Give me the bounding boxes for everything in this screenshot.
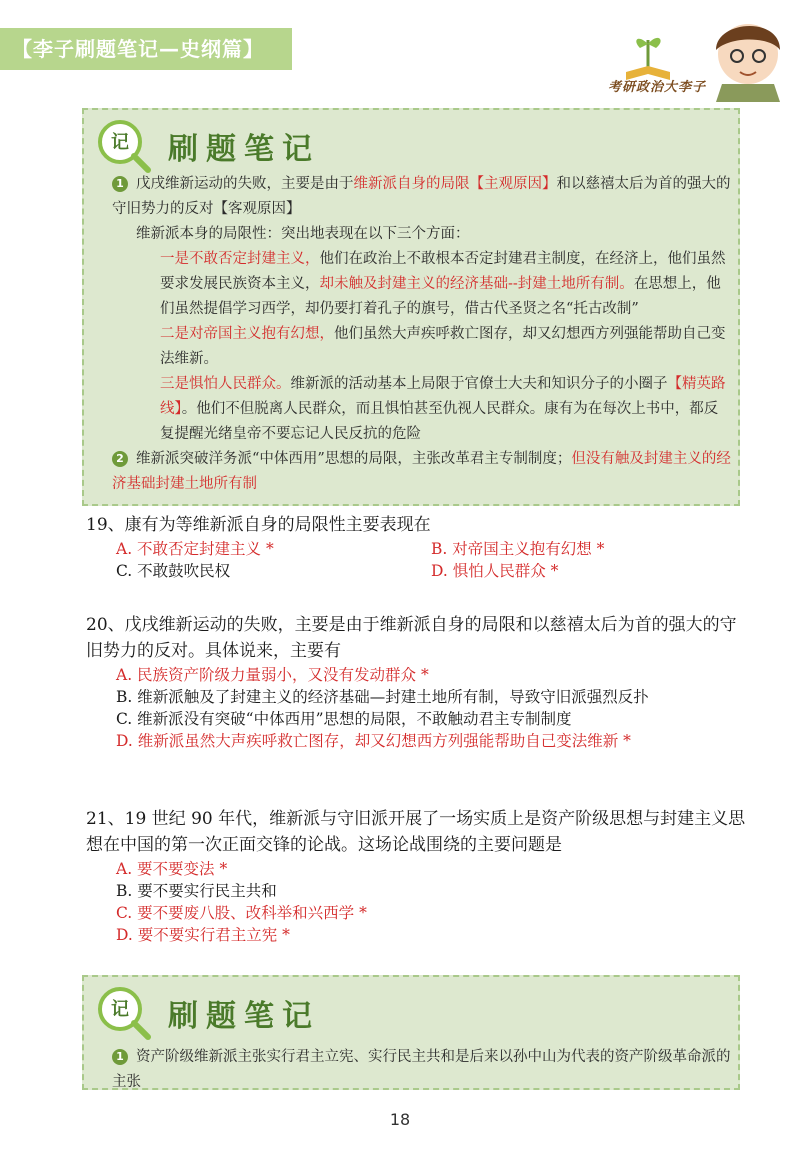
question-title: 20、戊戌维新运动的失败，主要是由于维新派自身的局限和以慈禧太后为首的强大的守旧势力的反对。具体说来，主要有 — [86, 615, 737, 661]
number-badge: 2 — [112, 451, 128, 467]
number-badge: 1 — [112, 176, 128, 192]
option-row — [86, 538, 746, 560]
option-d: D. 维新派虽然大声疾呼救亡图存，却又幻想西方列强能帮助自己变法维新 * — [116, 732, 631, 750]
avatar-icon — [716, 24, 780, 102]
note-item-1: 1 戊戌维新运动的失败，主要是由于维新派自身的局限【主观原因】和以慈禧太后为首的强大的守旧势力的反对【客观原因】 — [112, 176, 731, 217]
question-title: 19、康有为等维新派自身的局限性主要表现在 — [86, 515, 431, 535]
note-badge-text: 记 — [111, 999, 129, 1020]
note-box-2 — [82, 975, 740, 1090]
option-b: B. 对帝国主义抱有幻想 * — [431, 540, 605, 558]
option-a: A. 民族资产阶级力量弱小，又没有发动群众 * — [116, 666, 429, 684]
note-paragraph: 维新派本身的局限性：突出地表现在以下三个方面： — [136, 226, 470, 242]
note-item-2: 2 维新派突破洋务派“中体西用”思想的局限，主张改革君主专制制度；但没有触及封建主义的经济基础封建土地所有制 — [112, 451, 731, 492]
option-row — [86, 560, 746, 582]
option-b: B. 维新派触及了封建主义的经济基础—封建土地所有制，导致守旧派强烈反扑 — [116, 688, 649, 706]
note-body — [112, 1045, 732, 1095]
question-19 — [86, 512, 746, 582]
note-item-1: 1 资产阶级维新派主张实行君主立宪、实行民主共和是后来以孙中山为代表的资产阶级革命派的主张 — [112, 1049, 731, 1090]
note-title: 刷题笔记 — [168, 999, 320, 1034]
page-number: 18 — [389, 1110, 411, 1129]
magnifier-note-icon — [94, 983, 152, 1041]
question-21 — [86, 806, 746, 946]
logo-text: 考研政治大李子 — [608, 80, 707, 95]
note-body — [112, 172, 732, 497]
option-c: C. 要不要废八股、改科举和兴西学 * — [116, 904, 367, 922]
note-paragraph: 二是对帝国主义抱有幻想，他们虽然大声疾呼救亡图存，却又幻想西方列强能帮助自己变法维新。 — [160, 326, 726, 367]
magnifier-note-icon — [94, 116, 152, 174]
note-title: 刷题笔记 — [168, 132, 320, 167]
plant-book-icon — [626, 38, 670, 80]
option-a: A. 不敢否定封建主义 * — [116, 540, 274, 558]
option-d: D. 要不要实行君主立宪 * — [116, 926, 290, 944]
question-title: 21、19 世纪 90 年代，维新派与守旧派开展了一场实质上是资产阶级思想与封建主义思想在中国的第一次正面交锋的论战。这场论战围绕的主要问题是 — [86, 809, 746, 855]
note-paragraph: 一是不敢否定封建主义，他们在政治上不敢根本否定封建君主制度，在经济上，他们虽然要求发展民族资本主义，却未触及封建主义的经济基础--封建土地所有制。在思想上，他们虽然提倡学习西学，却仍要打着孔子的旗号，借古代圣贤之名“托古改制” — [160, 251, 726, 317]
number-badge: 1 — [112, 1049, 128, 1065]
option-c: C. 维新派没有突破“中体西用”思想的局限，不敢触动君主专制制度 — [116, 710, 572, 728]
header-tag: 【李子刷题笔记—史纲篇】 — [0, 28, 292, 70]
question-20 — [86, 612, 746, 752]
option-b: B. 要不要实行民主共和 — [116, 882, 277, 900]
option-a: A. 要不要变法 * — [116, 860, 228, 878]
note-badge-text: 记 — [111, 132, 129, 153]
note-box-1 — [82, 108, 740, 506]
option-d: D. 惧怕人民群众 * — [431, 562, 559, 580]
option-c: C. 不敢鼓吹民权 — [116, 562, 231, 580]
note-paragraph: 三是惧怕人民群众。维新派的活动基本上局限于官僚士大夫和知识分子的小圈子【精英路线】。他们不但脱离人民群众，而且惧怕甚至仇视人民群众。康有为在每次上书中，都反复提醒光绪皇帝不要忘记人民反抗的危险 — [160, 376, 726, 442]
